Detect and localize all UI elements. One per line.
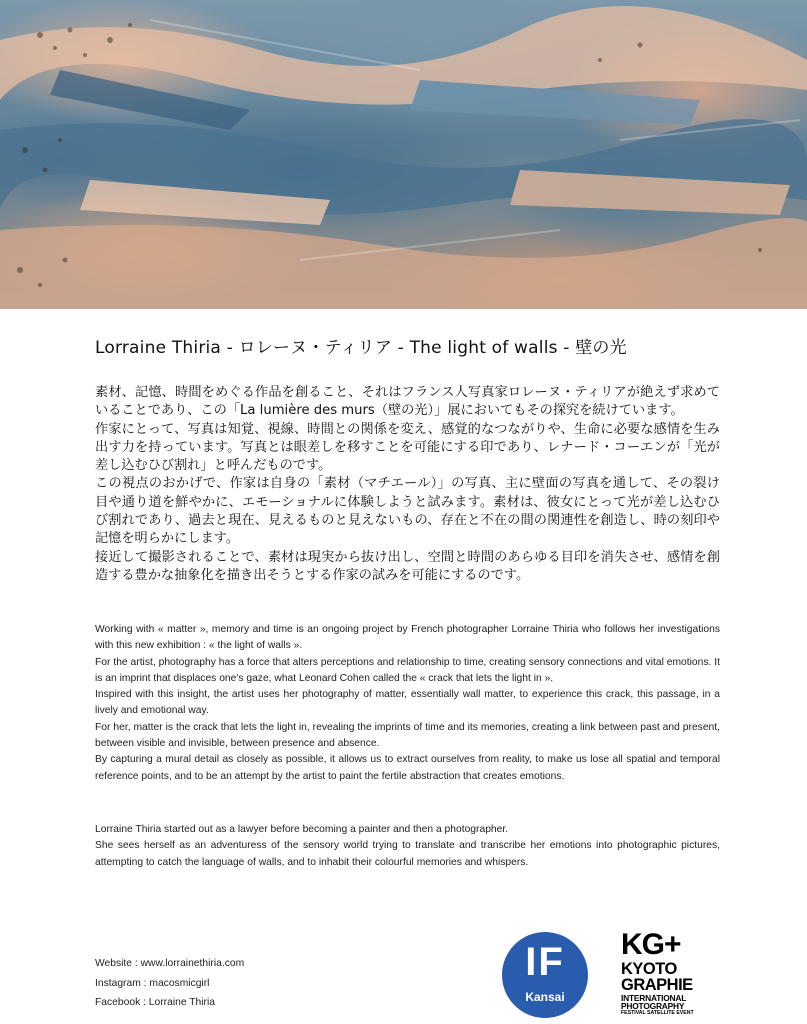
if-kansai-logo — [502, 932, 588, 1018]
japanese-description — [95, 384, 720, 585]
if-logo-main: IF — [525, 940, 565, 984]
japanese-paragraph: 素材、記憶、時間をめぐる作品を創ること、それはフランス人写真家ロレーヌ・ティリアが絶えず求めていることであり、この「La lumière des murs（壁の光）」展においてもその探究を続けています。 — [95, 385, 720, 419]
japanese-paragraph: 接近して撮影されることで、素材は現実から抜け出し、空間と時間のあらゆる目印を消失させ、感情を創造する豊かな抽象化を描き出そうとする作家の試みを可能にするのです。 — [95, 549, 720, 583]
english-paragraph: By capturing a mural detail as closely as possible, it allows us to extract ourselves from reality, to make us lose all spatial and temporal reference points, and to be an attempt by the artist to paint the fertile abstraction that creates emotions. — [95, 754, 720, 782]
bio-paragraph: Lorraine Thiria started out as a lawyer before becoming a painter and then a photographer. — [95, 824, 509, 835]
kg-logo-line5: PHOTOGRAPHY — [621, 1001, 685, 1011]
kg-logo-line4: INTERNATIONAL — [621, 993, 687, 1003]
english-paragraph: For the artist, photography has a force that alters perceptions and relationship to time, creating sensory connections and vital emotions. It is an imprint that displaces one's gaze, what Leonard Cohen called the « crack that lets the light in ». — [95, 656, 720, 684]
hero-abstract-wall-photo — [0, 0, 807, 309]
japanese-paragraph: この視点のおかげで、作家は自身の「素材（マチエール）」の写真、主に壁面の写真を通して、その裂け目や通り道を鮮やかに、エモーショナルに体験しようと試みます。素材は、彼女にとって光が差し込むひび割れであり、過去と現在、見えるものと見えないもの、存在と不在の間の関連性を創造し、時の刻印や記憶を明らかにします。 — [95, 476, 720, 547]
facebook-link[interactable]: Facebook : Lorraine Thiria — [95, 997, 216, 1008]
english-description — [95, 622, 720, 785]
if-logo-sub: Kansai — [525, 990, 565, 1004]
contact-info — [95, 954, 395, 1013]
page-title: Lorraine Thiria - ロレーヌ・ティリア - The light of walls - 壁の光 — [95, 338, 627, 358]
kg-logo-line2: KYOTO — [621, 960, 677, 978]
kg-logo-line1: KG+ — [621, 928, 681, 961]
artist-bio — [95, 822, 720, 871]
kyotographie-logo — [621, 930, 711, 1020]
english-paragraph: Inspired with this insight, the artist uses her photography of matter, essentially wall matter, to experience this crack, this passage, in a lively and emotional way. — [95, 689, 720, 717]
bio-paragraph: She sees herself as an adventuress of the sensory world trying to translate and transcribe her emotions into photographic pictures, attempting to catch the language of walls, and to inhabit their colourful memories and whispers. — [95, 840, 720, 868]
english-paragraph: Working with « matter », memory and time is an ongoing project by French photographer Lorraine Thiria who follows her investigations with this new exhibition : « the light of walls ». — [95, 624, 720, 652]
kg-logo-line3: GRAPHIE — [621, 976, 693, 994]
instagram-link[interactable]: Instagram : macosmicgirl — [95, 977, 210, 989]
hero-texture — [0, 0, 807, 309]
website-link[interactable]: Website : www.lorrainethiria.com — [95, 958, 245, 969]
japanese-paragraph: 作家にとって、写真は知覚、視線、時間との関係を変え、感覚的なつながりや、生命に必要な感情を生み出す力を持っています。写真とは眼差しを移すことを可能にする印であり、レナード・コーエンが「光が差し込むひび割れ」と呼んだものです。 — [95, 421, 720, 474]
kg-logo-line6: FESTIVAL SATELLITE EVENT — [621, 1010, 694, 1016]
english-paragraph: For her, matter is the crack that lets the light in, revealing the imprints of time and its memories, creating a link between past and present, between visible and invisible, between presence and absence. — [95, 721, 720, 750]
